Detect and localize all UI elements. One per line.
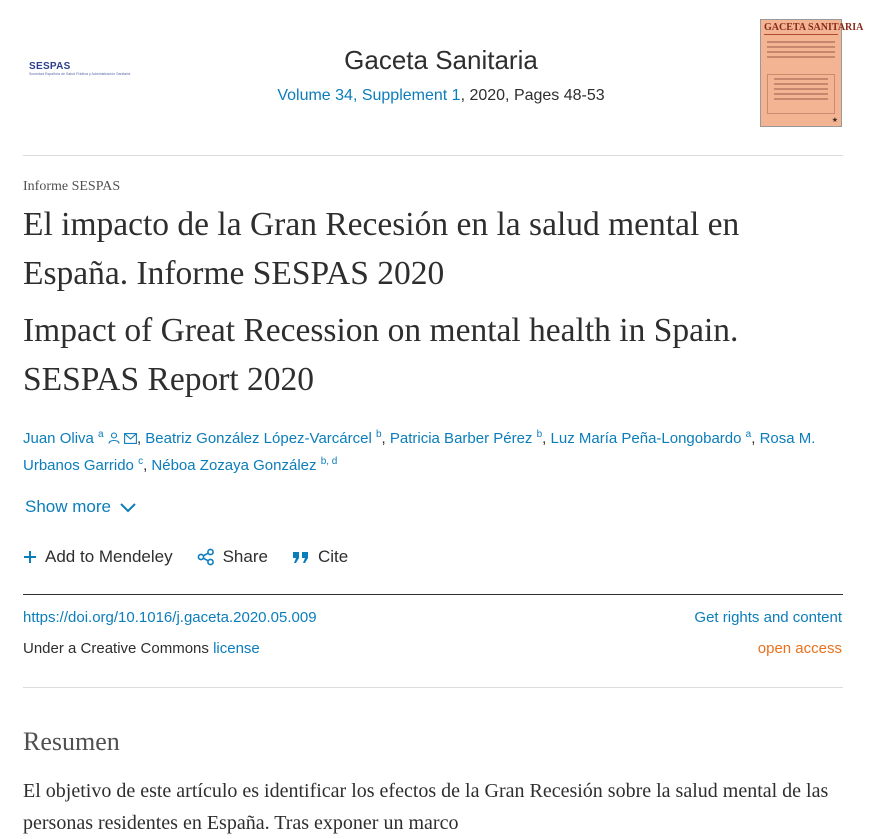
author-affiliation[interactable]: b <box>536 429 543 440</box>
add-to-mendeley-label: Add to Mendeley <box>45 547 173 566</box>
author-link[interactable]: Luz María Peña-Longobardo <box>550 430 742 447</box>
issue-link[interactable]: Volume 34, Supplement 1 <box>277 87 461 104</box>
rights-link[interactable]: Get rights and content <box>694 609 842 626</box>
author-link[interactable]: Beatriz González López-Varcárcel <box>145 430 372 447</box>
article-title-spanish: El impacto de la Gran Recesión en la salud mental en España. Informe SESPAS 2020 <box>23 206 740 292</box>
author-link[interactable]: Néboa Zozaya González <box>151 457 317 474</box>
license-link[interactable]: license <box>213 640 260 657</box>
license-line <box>23 640 260 657</box>
author-link[interactable]: Patricia Barber Pérez <box>389 430 533 447</box>
article-type: Informe SESPAS <box>23 179 121 194</box>
quote-icon <box>292 550 310 564</box>
author-link[interactable]: Rosa M. Urbanos Garrido <box>23 430 816 474</box>
header-divider <box>23 155 843 156</box>
issue-pages: , 2020, Pages 48-53 <box>460 87 605 104</box>
author-affiliation[interactable]: c <box>138 456 144 467</box>
abstract-text: El objetivo de este artículo es identificar los efectos de la Gran Recesión sobre la salud mental de las personas residentes en España. Tras exponer un marco <box>23 780 829 834</box>
cover-publisher-mark: ★ <box>831 117 838 124</box>
author-affiliation[interactable]: a <box>98 429 104 440</box>
actions-divider <box>23 594 843 595</box>
publisher-logo-name: SESPAS <box>29 60 71 72</box>
show-more-button[interactable] <box>25 497 137 517</box>
publisher-logo-tagline: Sociedad Española de Salud Pública y Administración Sanitaria <box>29 71 131 76</box>
cover-title: GACETA SANITARIA <box>764 22 864 33</box>
cover-contents-box <box>767 74 835 114</box>
journal-cover-image[interactable] <box>760 19 864 127</box>
article-actions <box>23 547 348 567</box>
person-icon[interactable] <box>108 432 120 444</box>
abstract-divider <box>23 687 843 688</box>
share-button[interactable] <box>197 547 268 567</box>
journal-issue <box>0 87 882 105</box>
share-label: Share <box>222 547 268 566</box>
license-prefix: Under a Creative Commons <box>23 640 214 657</box>
plus-icon <box>23 550 37 564</box>
cite-button[interactable] <box>292 547 348 567</box>
envelope-icon[interactable] <box>124 433 137 444</box>
add-to-mendeley-button[interactable] <box>23 547 173 567</box>
article-title-english: Impact of Great Recession on mental health in Spain. SESPAS Report 2020 <box>23 312 739 398</box>
cite-label: Cite <box>317 547 349 566</box>
show-more-label: Show more <box>25 497 111 516</box>
author-affiliation[interactable]: b <box>375 429 382 440</box>
author-affiliation[interactable]: b, d <box>320 456 338 467</box>
author-affiliation[interactable]: a <box>745 429 752 440</box>
author-list: Juan Oliva $^a$ , Beatriz González López-Varcárcel $^b$, Patricia Barber Pérez $^b$, Luz María Peña-Longobardo $^a$, Rosa M. Urbanos Garrido $^c$, Néboa Zozaya González $^{b, d}$ <box>23 429 816 474</box>
share-icon <box>197 548 215 566</box>
abstract-heading: Resumen <box>23 727 120 756</box>
open-access-badge: open access <box>757 640 842 657</box>
doi-link[interactable]: https://doi.org/10.1016/j.gaceta.2020.05.009 <box>23 609 317 626</box>
journal-title[interactable]: Gaceta Sanitaria <box>344 45 538 75</box>
chevron-down-icon <box>119 501 137 513</box>
author-link[interactable]: Juan Oliva <box>23 430 94 447</box>
